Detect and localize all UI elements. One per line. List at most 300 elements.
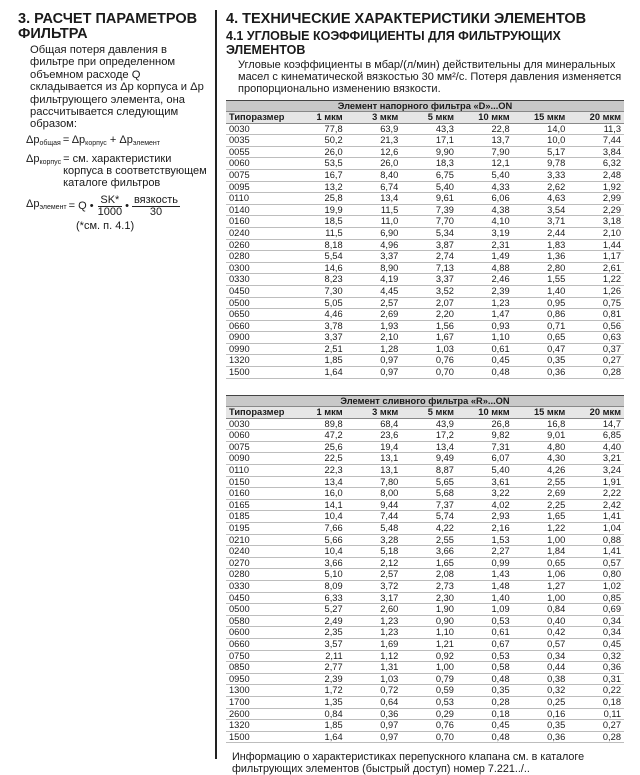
coefficient-cell: 10,4 (290, 546, 346, 558)
coefficient-cell: 17,1 (401, 135, 457, 147)
coefficient-cell: 2,25 (513, 499, 569, 511)
column-header: 3 мкм (346, 111, 402, 123)
coefficient-cell: 0,27 (568, 355, 624, 367)
coefficient-cell: 6,06 (457, 193, 513, 205)
table-row (226, 123, 624, 135)
coefficient-cell: 5,40 (401, 181, 457, 193)
coefficient-cell: 0,28 (457, 696, 513, 708)
coefficient-cell: 0,86 (513, 309, 569, 321)
coefficient-cell: 5,40 (457, 465, 513, 477)
coefficient-cell: 1,93 (346, 320, 402, 332)
table-row (226, 465, 624, 477)
coefficient-cell: 1,31 (346, 662, 402, 674)
table-row (226, 685, 624, 697)
coefficient-cell: 7,80 (346, 476, 402, 488)
coefficient-cell: 3,61 (457, 476, 513, 488)
column-header: 1 мкм (290, 406, 346, 418)
coefficient-cell: 0,70 (401, 367, 457, 379)
column-header: 10 мкм (457, 406, 513, 418)
column-header: 3 мкм (346, 406, 402, 418)
size-cell: 0110 (226, 465, 290, 477)
coefficient-cell: 1,90 (401, 604, 457, 616)
coefficient-cell: 1,10 (401, 627, 457, 639)
coefficient-cell: 0,63 (568, 332, 624, 344)
coefficient-cell: 2,31 (457, 239, 513, 251)
size-cell: 1320 (226, 355, 290, 367)
coefficient-cell: 0,61 (457, 343, 513, 355)
coefficient-cell: 8,87 (401, 465, 457, 477)
section-4 (226, 12, 624, 775)
coefficient-cell: 22,8 (457, 123, 513, 135)
coefficient-cell: 4,88 (457, 262, 513, 274)
coefficient-cell: 0,42 (513, 627, 569, 639)
table-row (226, 499, 624, 511)
coefficient-cell: 8,09 (290, 580, 346, 592)
size-cell: 0055 (226, 146, 290, 158)
coefficient-cell: 1,41 (568, 511, 624, 523)
coefficient-cell: 13,1 (346, 453, 402, 465)
coefficient-cell: 1,35 (290, 696, 346, 708)
coefficient-cell: 2,10 (346, 332, 402, 344)
coefficient-cell: 13,1 (346, 465, 402, 477)
coefficient-cell: 53,5 (290, 158, 346, 170)
coefficient-cell: 2,30 (401, 592, 457, 604)
coefficient-cell: 5,05 (290, 297, 346, 309)
coefficient-cell: 2,46 (457, 274, 513, 286)
coefficient-cell: 2,39 (457, 285, 513, 297)
coefficient-cell: 14,0 (513, 123, 569, 135)
coefficient-cell: 0,45 (457, 355, 513, 367)
coefficient-cell: 4,10 (457, 216, 513, 228)
coefficient-cell: 2,57 (346, 569, 402, 581)
coefficient-cell: 1,67 (401, 332, 457, 344)
table-row (226, 546, 624, 558)
coefficient-cell: 1,85 (290, 355, 346, 367)
size-cell: 0210 (226, 534, 290, 546)
coefficient-cell: 0,35 (457, 685, 513, 697)
coefficient-cell: 1,10 (457, 332, 513, 344)
table-row (226, 627, 624, 639)
size-cell: 0030 (226, 123, 290, 135)
coefficient-cell: 0,53 (457, 650, 513, 662)
coefficient-cell: 0,56 (568, 320, 624, 332)
coefficient-cell: 23,6 (346, 430, 402, 442)
table-row (226, 488, 624, 500)
formula-fraction-sk: $\frac{SK*}{1000}$ (97, 193, 123, 218)
coefficient-cell: 5,10 (290, 569, 346, 581)
coefficient-cell: 22,3 (290, 465, 346, 477)
table-row (226, 135, 624, 147)
formula-element-lhs: $\Delta p_{элемент}$ (26, 198, 67, 212)
size-cell: 0580 (226, 615, 290, 627)
coefficient-cell: 0,65 (513, 557, 569, 569)
coefficient-cell: 0,99 (457, 557, 513, 569)
table-row (226, 297, 624, 309)
formula-total-rhs: = $\Delta p_{корпус} + \Delta p_{элемент}$ (62, 133, 161, 147)
coefficient-cell: 10,4 (290, 511, 346, 523)
table-row (226, 181, 624, 193)
coefficient-cell: 0,27 (568, 720, 624, 732)
coefficient-cell: 2,39 (290, 673, 346, 685)
size-cell: 0195 (226, 523, 290, 535)
coefficient-cell: 2,22 (568, 488, 624, 500)
table-row (226, 696, 624, 708)
size-cell: 0185 (226, 511, 290, 523)
coefficient-cell: 11,3 (568, 123, 624, 135)
size-cell: 0110 (226, 193, 290, 205)
coefficient-cell: 0,36 (513, 731, 569, 743)
table-row (226, 274, 624, 286)
table-row (226, 592, 624, 604)
coefficient-cell: 5,68 (401, 488, 457, 500)
section-3-title: 3. РАСЧЕТ ПАРАМЕТРОВ ФИЛЬТРА (18, 11, 198, 42)
coefficient-cell: 9,44 (346, 499, 402, 511)
size-cell: 0850 (226, 662, 290, 674)
coefficient-cell: 0,76 (401, 355, 457, 367)
coefficient-cell: 3,78 (290, 320, 346, 332)
coefficient-cell: 4,19 (346, 274, 402, 286)
coefficient-cell: 1,84 (513, 546, 569, 558)
coefficient-cell: 1,85 (290, 720, 346, 732)
coefficient-cell: 6,07 (457, 453, 513, 465)
table-row (226, 309, 624, 321)
coefficient-cell: 1,06 (513, 569, 569, 581)
coefficient-cell: 2,12 (346, 557, 402, 569)
size-cell: 0950 (226, 673, 290, 685)
coefficient-cell: 0,34 (568, 615, 624, 627)
table-row (226, 557, 624, 569)
coefficient-cell: 4,26 (513, 465, 569, 477)
coefficient-cell: 5,65 (401, 476, 457, 488)
coefficient-cell: 0,32 (568, 650, 624, 662)
size-cell: 0650 (226, 309, 290, 321)
formula-dot: • (125, 200, 129, 213)
size-cell: 0240 (226, 546, 290, 558)
coefficient-cell: 2,77 (290, 662, 346, 674)
coefficient-cell: 2,27 (457, 546, 513, 558)
coefficient-cell: 21,3 (346, 135, 402, 147)
coefficient-cell: 14,7 (568, 418, 624, 430)
coefficient-cell: 1,27 (513, 580, 569, 592)
size-cell: 0330 (226, 274, 290, 286)
coefficient-cell: 0,92 (401, 650, 457, 662)
coefficient-cell: 3,21 (568, 453, 624, 465)
coefficient-cell: 0,76 (401, 720, 457, 732)
coefficient-cell: 3,19 (457, 227, 513, 239)
coefficient-cell: 12,6 (346, 146, 402, 158)
table-row (226, 239, 624, 251)
coefficient-cell: 5,17 (513, 146, 569, 158)
coefficient-cell: 7,70 (401, 216, 457, 228)
coefficient-cell: 2,69 (513, 488, 569, 500)
coefficient-cell: 4,96 (346, 239, 402, 251)
column-header: 20 мкм (568, 406, 624, 418)
coefficient-cell: 13,4 (346, 193, 402, 205)
coefficient-cell: 0,67 (457, 638, 513, 650)
coefficient-cell: 1,23 (457, 297, 513, 309)
coefficient-cell: 4,40 (568, 441, 624, 453)
size-cell: 0660 (226, 320, 290, 332)
formula-footnote: (*см. п. 4.1) (76, 219, 135, 232)
coefficient-cell: 26,0 (290, 146, 346, 158)
coefficient-cell: 2,16 (457, 523, 513, 535)
coefficient-cell: 9,61 (401, 193, 457, 205)
coefficient-cell: 0,58 (457, 662, 513, 674)
coefficient-cell: 1,12 (346, 650, 402, 662)
coefficient-cell: 0,40 (513, 615, 569, 627)
coefficient-cell: 2,49 (290, 615, 346, 627)
size-cell: 0240 (226, 227, 290, 239)
coefficient-cell: 6,33 (290, 592, 346, 604)
coefficient-cell: 0,69 (568, 604, 624, 616)
table-row (226, 615, 624, 627)
size-cell: 0160 (226, 216, 290, 228)
table-row (226, 569, 624, 581)
coefficient-cell: 13,7 (457, 135, 513, 147)
coefficient-cell: 1,23 (346, 627, 402, 639)
coefficient-cell: 1,03 (401, 343, 457, 355)
coefficient-cell: 3,24 (568, 465, 624, 477)
coefficient-cell: 14,1 (290, 499, 346, 511)
section-4-1-subtitle: 4.1 УГЛОВЫЕ КОЭФФИЦИЕНТЫ ДЛЯ ФИЛЬТРУЮЩИХ ЭЛЕМЕНТОВ (226, 29, 561, 57)
coefficient-cell: 0,11 (568, 708, 624, 720)
coefficient-cell: 0,47 (513, 343, 569, 355)
coefficient-cell: 0,64 (346, 696, 402, 708)
column-header: 20 мкм (568, 111, 624, 123)
table-row (226, 441, 624, 453)
coefficient-cell: 2,51 (290, 343, 346, 355)
coefficient-cell: 25,6 (290, 441, 346, 453)
table-row (226, 332, 624, 344)
coefficient-cell: 17,2 (401, 430, 457, 442)
coefficient-cell: 2,08 (401, 569, 457, 581)
section-3 (18, 12, 213, 232)
column-header: 15 мкм (513, 111, 569, 123)
coefficient-cell: 13,4 (401, 441, 457, 453)
size-cell: 0030 (226, 418, 290, 430)
table-row (226, 580, 624, 592)
table-row (226, 430, 624, 442)
coefficient-cell: 1,22 (568, 274, 624, 286)
coefficient-cell: 3,54 (513, 204, 569, 216)
coefficient-cell: 19,9 (290, 204, 346, 216)
coefficient-cell: 1,00 (401, 662, 457, 674)
size-cell: 1320 (226, 720, 290, 732)
coefficient-cell: 4,02 (457, 499, 513, 511)
table-row (226, 367, 624, 379)
coefficient-cell: 2,48 (568, 169, 624, 181)
coefficient-cell: 1,21 (401, 638, 457, 650)
table-row (226, 476, 624, 488)
coefficient-cell: 2,60 (346, 604, 402, 616)
coefficient-cell: 3,87 (401, 239, 457, 251)
size-cell: 0300 (226, 262, 290, 274)
coefficient-cell: 3,52 (401, 285, 457, 297)
formula-element-q: = Q • (68, 200, 94, 213)
table-row (226, 720, 624, 732)
coefficient-cell: 1,23 (346, 615, 402, 627)
size-cell: 0060 (226, 430, 290, 442)
size-cell: 0500 (226, 297, 290, 309)
coefficient-cell: 0,90 (401, 615, 457, 627)
coefficient-cell: 0,81 (568, 309, 624, 321)
coefficient-cell: 9,49 (401, 453, 457, 465)
coefficient-cell: 19,4 (346, 441, 402, 453)
coefficient-cell: 0,93 (457, 320, 513, 332)
coefficient-cell: 16,0 (290, 488, 346, 500)
coefficient-cell: 43,3 (401, 123, 457, 135)
coefficient-cell: 1,64 (290, 731, 346, 743)
coefficient-cell: 0,71 (513, 320, 569, 332)
size-cell: 0075 (226, 169, 290, 181)
coefficient-cell: 7,37 (401, 499, 457, 511)
coefficient-cell: 13,2 (290, 181, 346, 193)
coefficient-cell: 77,8 (290, 123, 346, 135)
coefficient-cell: 8,18 (290, 239, 346, 251)
coefficient-cell: 1,40 (513, 285, 569, 297)
column-header: 10 мкм (457, 111, 513, 123)
coefficient-cell: 0,18 (568, 696, 624, 708)
formula-total-lhs: $\Delta p_{общая}$ (26, 133, 61, 147)
table-row (226, 204, 624, 216)
pressure-filter-table (226, 100, 624, 379)
coefficient-cell: 2,44 (513, 227, 569, 239)
coefficient-cell: 0,97 (346, 720, 402, 732)
coefficient-cell: 7,90 (457, 146, 513, 158)
coefficient-cell: 0,53 (457, 615, 513, 627)
coefficient-cell: 16,8 (513, 418, 569, 430)
coefficient-cell: 7,44 (568, 135, 624, 147)
coefficient-cell: 1,02 (568, 580, 624, 592)
coefficient-cell: 4,63 (513, 193, 569, 205)
table-row (226, 355, 624, 367)
size-cell: 0090 (226, 453, 290, 465)
coefficient-cell: 0,57 (568, 557, 624, 569)
coefficient-cell: 3,33 (513, 169, 569, 181)
coefficient-cell: 9,78 (513, 158, 569, 170)
coefficient-cell: 0,80 (568, 569, 624, 581)
coefficient-cell: 1,91 (568, 476, 624, 488)
coefficient-cell: 2,42 (568, 499, 624, 511)
section-4-title: 4. ТЕХНИЧЕСКИЕ ХАРАКТЕРИСТИКИ ЭЛЕМЕНТОВ (226, 11, 587, 27)
coefficient-cell: 11,0 (346, 216, 402, 228)
column-header: Типоразмер (226, 111, 290, 123)
coefficient-cell: 1,72 (290, 685, 346, 697)
size-cell: 1500 (226, 731, 290, 743)
coefficient-cell: 1,92 (568, 181, 624, 193)
coefficient-cell: 0,65 (513, 332, 569, 344)
size-cell: 0165 (226, 499, 290, 511)
table-row (226, 216, 624, 228)
coefficient-cell: 7,31 (457, 441, 513, 453)
size-cell: 0035 (226, 135, 290, 147)
coefficient-cell: 2,57 (346, 297, 402, 309)
coefficient-cell: 0,79 (401, 673, 457, 685)
coefficient-cell: 7,30 (290, 285, 346, 297)
coefficient-cell: 63,9 (346, 123, 402, 135)
coefficient-cell: 0,97 (346, 367, 402, 379)
coefficient-cell: 0,48 (457, 367, 513, 379)
coefficient-cell: 0,84 (513, 604, 569, 616)
size-cell: 0280 (226, 251, 290, 263)
coefficient-cell: 0,16 (513, 708, 569, 720)
size-cell: 1700 (226, 696, 290, 708)
coefficient-cell: 2,69 (346, 309, 402, 321)
coefficient-cell: 0,22 (568, 685, 624, 697)
coefficient-cell: 0,31 (568, 673, 624, 685)
coefficient-cell: 3,66 (290, 557, 346, 569)
coefficient-cell: 0,35 (513, 720, 569, 732)
coefficient-cell: 0,36 (513, 367, 569, 379)
coefficient-cell: 1,65 (513, 511, 569, 523)
coefficient-cell: 10,0 (513, 135, 569, 147)
coefficient-cell: 3,37 (346, 251, 402, 263)
coefficient-cell: 1,36 (513, 251, 569, 263)
coefficient-cell: 1,43 (457, 569, 513, 581)
formula-block (26, 134, 213, 232)
column-header: 5 мкм (401, 406, 457, 418)
size-cell: 0095 (226, 181, 290, 193)
coefficient-cell: 0,29 (401, 708, 457, 720)
size-cell: 0450 (226, 285, 290, 297)
formula-total (26, 134, 213, 150)
coefficient-cell: 0,36 (568, 662, 624, 674)
size-cell: 0075 (226, 441, 290, 453)
table-row (226, 523, 624, 535)
coefficient-cell: 1,17 (568, 251, 624, 263)
coefficient-cell: 5,54 (290, 251, 346, 263)
coefficient-cell: 1,00 (513, 592, 569, 604)
column-divider (215, 10, 217, 759)
coefficient-cell: 8,00 (346, 488, 402, 500)
coefficient-cell: 2,93 (457, 511, 513, 523)
column-header: Типоразмер (226, 406, 290, 418)
size-cell: 0270 (226, 557, 290, 569)
coefficient-cell: 3,71 (513, 216, 569, 228)
coefficient-cell: 0,88 (568, 534, 624, 546)
column-header: 1 мкм (290, 111, 346, 123)
table-row (226, 320, 624, 332)
table-row (226, 662, 624, 674)
coefficient-cell: 7,13 (401, 262, 457, 274)
coefficient-cell: 1,65 (401, 557, 457, 569)
coefficient-cell: 0,59 (401, 685, 457, 697)
coefficient-cell: 1,04 (568, 523, 624, 535)
coefficient-cell: 8,23 (290, 274, 346, 286)
table-row (226, 343, 624, 355)
table-row (226, 731, 624, 743)
coefficient-cell: 2,74 (401, 251, 457, 263)
formula-housing-rhs: = см. характеристики корпуса в соответствующем каталоге фильтров (63, 152, 207, 189)
coefficient-cell: 0,45 (457, 720, 513, 732)
coefficient-cell: 6,85 (568, 430, 624, 442)
coefficient-cell: 11,5 (346, 204, 402, 216)
coefficient-cell: 2,35 (290, 627, 346, 639)
coefficient-cell: 0,70 (401, 731, 457, 743)
coefficient-cell: 9,82 (457, 430, 513, 442)
coefficient-cell: 8,40 (346, 169, 402, 181)
coefficient-cell: 0,34 (513, 650, 569, 662)
coefficient-cell: 1,64 (290, 367, 346, 379)
coefficient-cell: 0,37 (568, 343, 624, 355)
coefficient-cell: 1,03 (346, 673, 402, 685)
size-cell: 0140 (226, 204, 290, 216)
coefficient-cell: 3,28 (346, 534, 402, 546)
table-row (226, 169, 624, 181)
coefficient-cell: 1,55 (513, 274, 569, 286)
coefficient-cell: 16,7 (290, 169, 346, 181)
coefficient-cell: 6,75 (401, 169, 457, 181)
